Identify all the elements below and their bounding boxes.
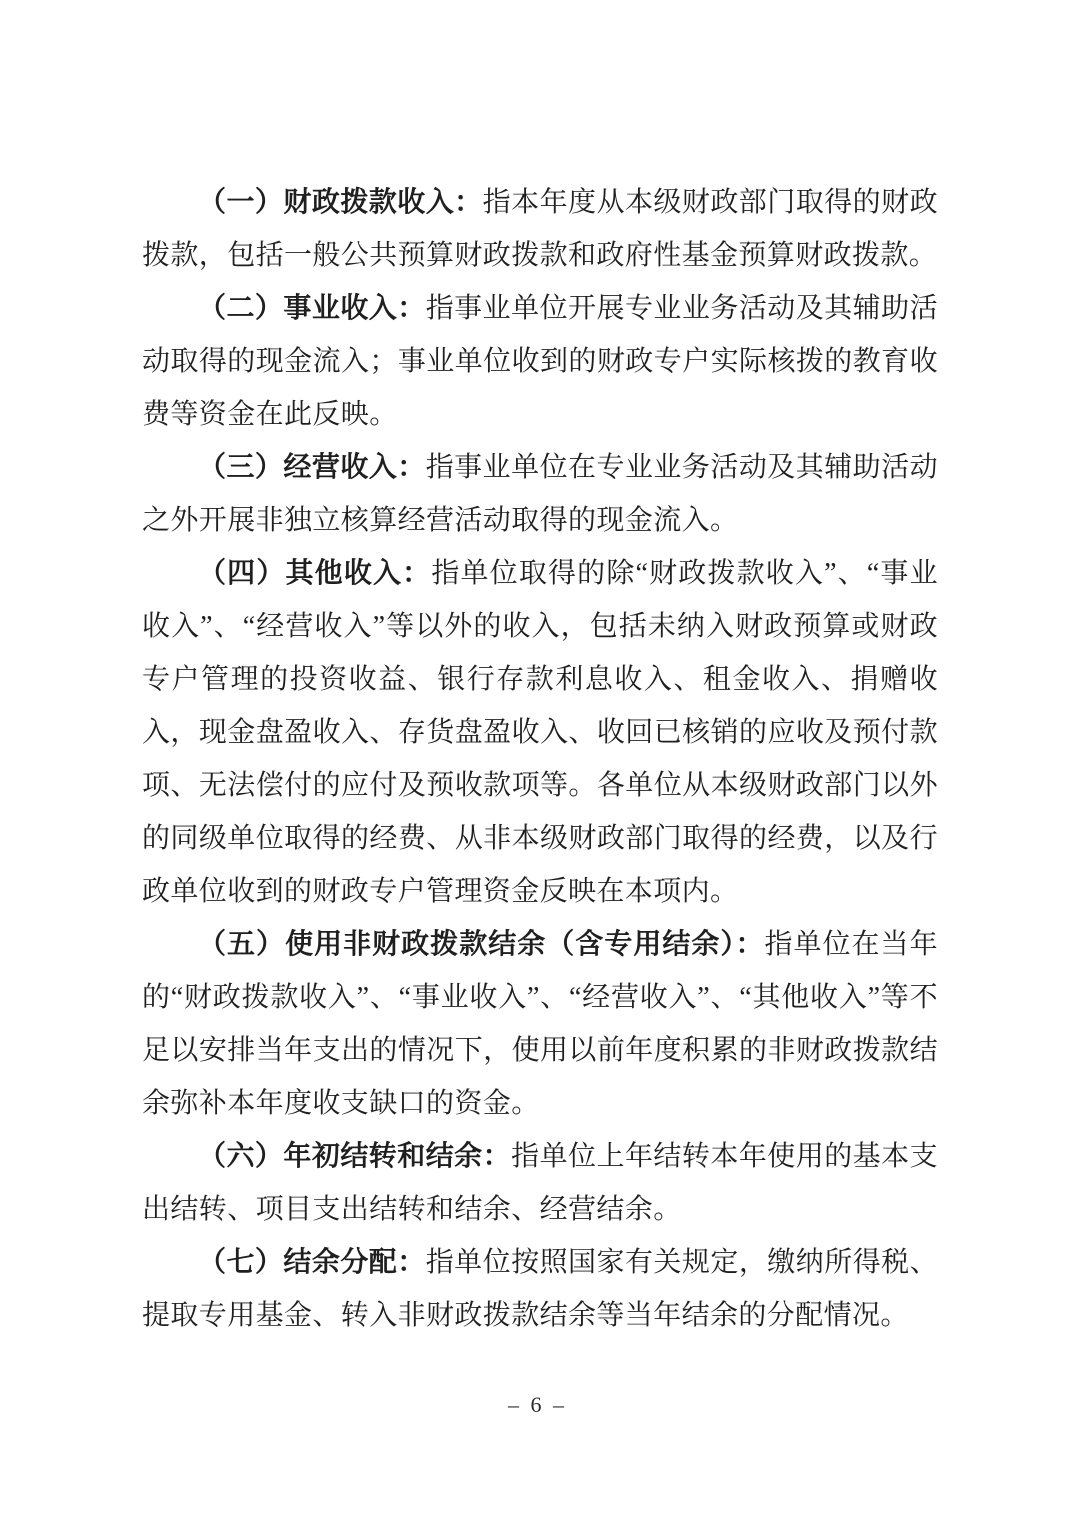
page-number: – 6 – [508, 1392, 567, 1417]
paragraph [142, 1130, 938, 1236]
paragraph-body: 指事业单位在专业业务活动及其辅助活动之外开展非独立核算经营活动取得的现金流入。 [142, 452, 939, 536]
paragraph-lead: （七）结余分配： [198, 1247, 426, 1278]
paragraph [142, 918, 938, 1130]
paragraph-body: 指单位在当年的“财政拨款收入”、“事业收入”、“经营收入”、“其他收入”等不足以安排当年支出的情况下，使用以前年度积累的非财政拨款结余弥补本年度收支缺口的资金。 [142, 929, 938, 1119]
paragraph-lead: （六）年初结转和结余： [198, 1141, 512, 1172]
paragraph [142, 176, 938, 282]
page-footer [0, 1392, 1075, 1418]
paragraph-body: 指单位上年结转本年使用的基本支出结转、项目支出结转和结余、经营结余。 [142, 1141, 938, 1225]
paragraph-lead: （三）经营收入： [198, 452, 426, 483]
paragraph-body: 指单位按照国家有关规定，缴纳所得税、提取专用基金、转入非财政拨款结余等当年结余的分配情况。 [142, 1247, 939, 1331]
paragraph-body: 指本年度从本级财政部门取得的财政拨款，包括一般公共预算财政拨款和政府性基金预算财政拨款。 [142, 187, 938, 271]
paragraph-lead: （五）使用非财政拨款结余（含专用结余）： [198, 929, 765, 960]
paragraph-body: 指单位取得的除“财政拨款收入”、“事业收入”、“经营收入”等以外的收入，包括未纳入财政预算或财政专户管理的投资收益、银行存款利息收入、租金收入、捐赠收入，现金盘盈收入、存货盘盈收入、收回已核销的应收及预付款项、无法偿付的应付及预收款项等。各单位从本级财政部门以外的同级单位取得的经费、从非本级财政部门取得的经费，以及行政单位收到的财政专户管理资金反映在本项内。 [142, 558, 938, 907]
paragraph-body: 指事业单位开展专业业务活动及其辅助活动取得的现金流入；事业单位收到的财政专户实际核拨的教育收费等资金在此反映。 [142, 293, 939, 430]
paragraph-lead: （二）事业收入： [198, 293, 426, 324]
paragraph-lead: （四）其他收入： [198, 558, 432, 589]
paragraph [142, 282, 938, 441]
document-body [142, 176, 938, 1342]
paragraph [142, 1236, 938, 1342]
paragraph-lead: （一）财政拨款收入： [198, 187, 483, 218]
paragraph [142, 441, 938, 547]
paragraph [142, 547, 938, 918]
